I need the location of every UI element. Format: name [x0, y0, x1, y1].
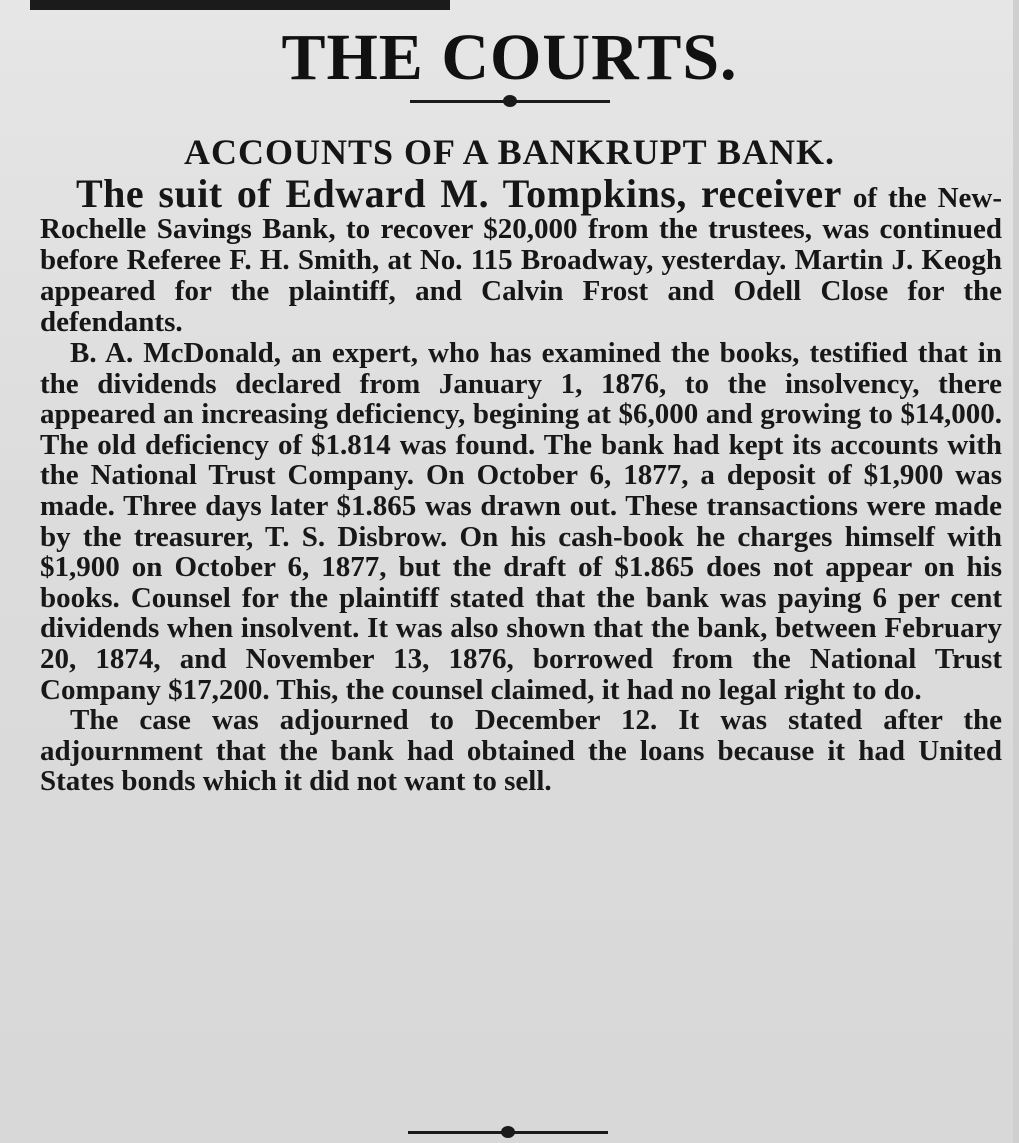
article-body	[40, 171, 1003, 798]
article-paragraph-2: B. A. McDonald, an expert, who has examined the books, testified that in the dividends declared from January 1, 1876, to the insolvency, there appeared an increasing deficiency, begining at $6,000 and growing to $14,000. The old deficiency of $1.814 was found. The bank had kept its accounts with the National Trust Company. On October 6, 1877, a deposit of $1,900 was made. Three days later $1.865 was drawn out. These transactions were made by the treasurer, T. S. Disbrow. On his cash-book he charges himself with $1,900 on October 6, 1877, but the draft of $1.865 does not appear on his books. Counsel for the plaintiff stated that the bank was paying 6 per cent dividends when insolvent. It was also shown that the bank, between February 20, 1874, and November 13, 1876, borrowed from the National Trust Company $17,200. This, the counsel claimed, it had no legal right to do.	[40, 337, 1002, 706]
divider-dot-icon	[503, 95, 517, 107]
top-column-rule	[30, 0, 450, 10]
article-headline: ACCOUNTS OF A BANKRUPT BANK.	[183, 132, 836, 172]
closing-divider	[408, 1125, 608, 1139]
divider-dot-icon	[501, 1126, 515, 1138]
article-lead-paragraph	[40, 171, 1003, 338]
ornamental-divider	[410, 94, 610, 108]
article-lead-text: of the New-Rochelle Savings Bank, to recover $20,000 from the trustees, was continued before Referee F. H. Smith, at No. 115 Broadway, yesterday. Martin J. Keogh appeared for the plaintiff, and Calvin Frost and Odell Close for the defendants.	[40, 182, 1003, 338]
scan-edge	[1013, 0, 1019, 1143]
section-masthead: THE COURTS.	[281, 21, 738, 94]
article-paragraph-3: The case was adjourned to December 12. It was stated after the adjournment that the bank had obtained the loans because it had United States bonds which it did not want to sell.	[40, 704, 1002, 798]
article-lead-in: The suit of Edward M. Tompkins, receiver	[76, 171, 842, 216]
